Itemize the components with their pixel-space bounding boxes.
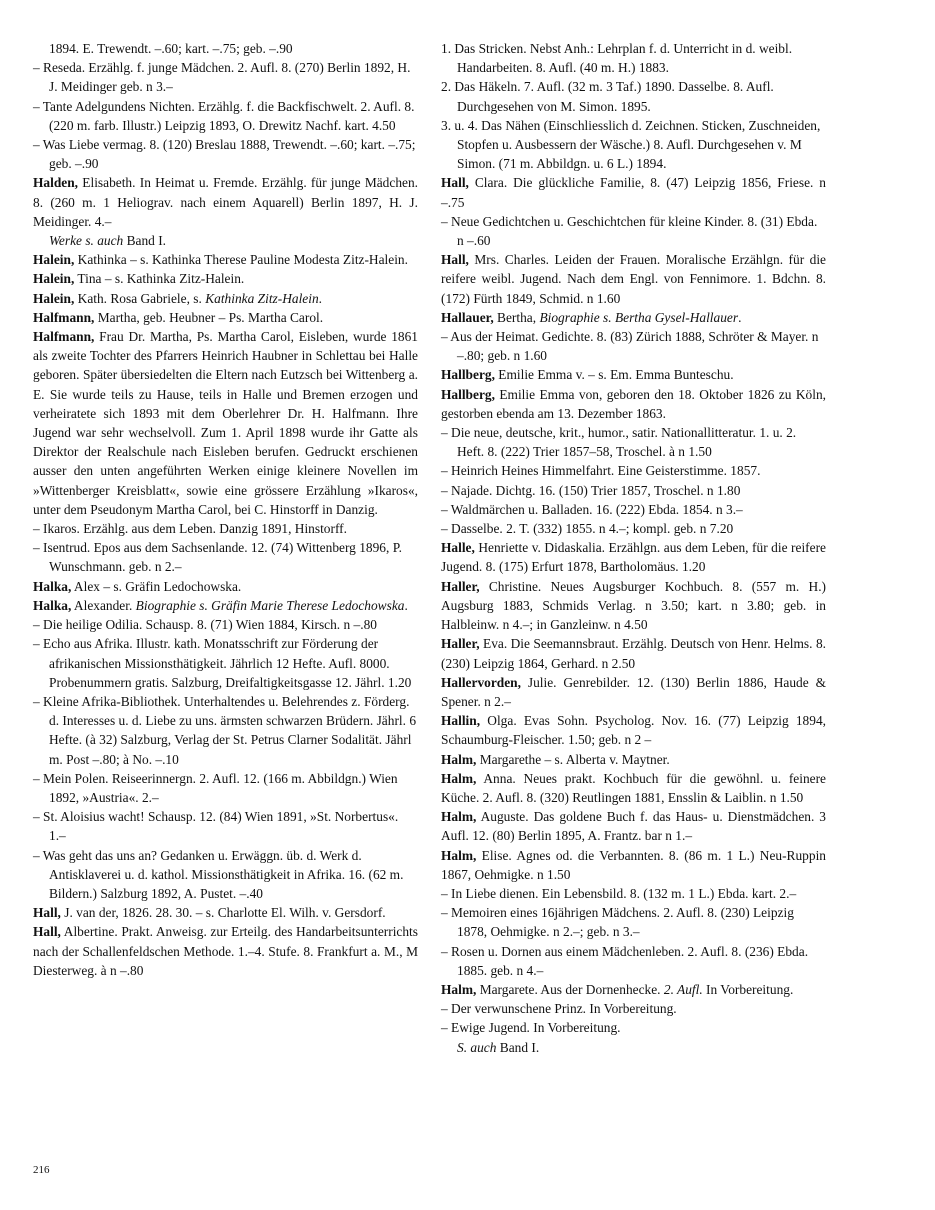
entry <box>33 289 418 308</box>
entry <box>33 97 418 135</box>
entry <box>33 269 418 288</box>
entry <box>441 461 826 480</box>
entry <box>441 212 826 250</box>
entry <box>33 58 418 96</box>
entry-text: – Kleine Afrika-Bibliothek. Unterhaltendes u. Belehrendes z. Förderg. d. Interesses u. d. Liebe zu uns. ärmsten schwarzen Brüdern. Jährl. 6 Hefte. (à 32) Salzburg, Verlag der St. Petrus Clarner Sodalität. Jährl m. Post –.80; à No. –.10 <box>33 693 417 767</box>
entry-text: 2. Das Häkeln. 7. Aufl. (32 m. 3 Taf.) 1890. Dasselbe. 8. Aufl. Durchgesehen von M. Simon. 1895. <box>441 79 774 114</box>
entry-text: J. van der, 1826. 28. 30. – s. Charlotte El. Wilh. v. Gersdorf. <box>60 905 386 921</box>
entry <box>441 365 826 384</box>
entry-text: Emilie Emma v. – s. Em. Emma Bunteschu. <box>494 367 734 383</box>
entry-tail: In Vorbereitung. <box>702 981 794 997</box>
entry <box>441 634 826 672</box>
entry <box>441 750 826 769</box>
left-column <box>33 39 418 980</box>
entry-text: Emilie Emma von, geboren den 18. Oktober 1826 zu Köln, gestorben ebenda am 13. Dezember 1863. <box>441 386 826 421</box>
entry-text: Bertha, <box>493 309 540 325</box>
entry <box>33 634 418 692</box>
entry <box>441 711 826 749</box>
entry-name: Halfmann, <box>33 309 95 325</box>
entry-name: Halfmann, <box>33 329 95 345</box>
entry <box>441 538 826 576</box>
entry-text: – Neue Gedichtchen u. Geschichtchen für kleine Kinder. 8. (31) Ebda. n –.60 <box>441 213 818 249</box>
entry-name: Hall, <box>33 924 61 940</box>
entry-text: Olga. Evas Sohn. Psycholog. Nov. 16. (77) Leipzig 1894, Schaumburg-Fleischer. 1.50; geb. n 2 – <box>441 713 826 748</box>
entry-text: Clara. Die glückliche Familie, 8. (47) Leipzig 1856, Friese. n –.75 <box>441 175 826 210</box>
entry <box>441 673 826 711</box>
entry <box>441 942 826 980</box>
entry <box>33 846 418 904</box>
entry-name: Halein, <box>33 252 75 268</box>
entry-name: Hallberg, <box>441 386 495 402</box>
entry-text: – Echo aus Afrika. Illustr. kath. Monatsschrift zur Förderung der afrikanischen Missionsthätigkeit. Jährlich 12 Hefte. Aufl. 8000. Probenummern gratis. Salzburg, Dreifaltigkeitsgasse 12. Jährl. 1.20 <box>33 636 412 690</box>
entry-text: – Die heilige Odilia. Schausp. 8. (71) Wien 1884, Kirsch. n –.80 <box>33 617 377 633</box>
entry <box>33 250 418 269</box>
entry-text: – Ikaros. Erzählg. aus dem Leben. Danzig 1891, Hinstorff. <box>33 521 347 537</box>
entry-name: Hallervorden, <box>441 674 521 690</box>
entry <box>441 884 826 903</box>
entry <box>441 77 826 115</box>
entry <box>33 577 418 596</box>
entry-text: – Memoiren eines 16jährigen Mädchens. 2. Aufl. 8. (230) Leipzig 1878, Oehmigke. n 2.–; geb. n 3.– <box>441 905 794 940</box>
entry <box>441 903 826 941</box>
entry-text: – In Liebe dienen. Ein Lebensbild. 8. (132 m. 1 L.) Ebda. kart. 2.– <box>441 885 797 901</box>
entry <box>441 173 826 211</box>
entry-italic: 2. Aufl. <box>663 981 703 997</box>
entry-text: – Rosen u. Dornen aus einem Mädchenleben. 2. Aufl. 8. (236) Ebda. 1885. geb. n 4.– <box>441 943 809 978</box>
entry-text: – Der verwunschene Prinz. In Vorbereitung. <box>441 1001 677 1017</box>
entry-text: Henriette v. Didaskalia. Erzählgn. aus dem Leben, für die reifere Jugend. 8. (175) Erfurt 1878, Bartholomäus. 1.20 <box>441 540 826 575</box>
entry <box>33 903 418 922</box>
entry-text: Julie. Genrebilder. 12. (130) Berlin 1886, Haude & Spener. n 2.– <box>441 674 826 709</box>
entry-tail: . <box>404 597 408 613</box>
entry-name: Halm, <box>441 981 477 997</box>
entry-text: Albertine. Prakt. Anweisg. zur Erteilg. des Handarbeitsunterrichts nach der Schallenfeldschen Methode. 1.–4. Stufe. 8. Frankfurt a. M., M Diesterweg. à n –.80 <box>33 924 418 978</box>
entry-name: Halle, <box>441 540 475 556</box>
entry-italic: S. auch <box>457 1039 497 1055</box>
entry-name: Halm, <box>441 770 477 786</box>
entry <box>33 327 418 519</box>
entry-text: – Ewige Jugend. In Vorbereitung. <box>441 1020 621 1036</box>
entry-text: Christine. Neues Augsburger Kochbuch. 8. (557 m. H.) Augsburg 1883, Schmids Verlag. n 3.50; kart. n 3.80; geb. in Halbleinw. n 4.–; in Ganzleinw. n 4.50 <box>441 578 826 633</box>
entry-name: Halm, <box>441 847 477 863</box>
entry <box>441 481 826 500</box>
entry-text: Auguste. Das goldene Buch f. das Haus- u. Dienstmädchen. 3 Aufl. 12. (80) Berlin 1895, A. Frantz. bar n 1.– <box>441 809 826 844</box>
entry <box>441 423 826 461</box>
entry-name: Hallin, <box>441 713 481 729</box>
entry-name: Hall, <box>33 905 61 921</box>
entry <box>33 308 418 327</box>
entry <box>441 1018 826 1037</box>
entry <box>441 1038 826 1057</box>
entry <box>33 922 418 980</box>
entry <box>441 500 826 519</box>
entry-italic: Biographie s. Bertha Gysel-Hallauer <box>539 309 739 325</box>
entry-text: – Heinrich Heines Himmelfahrt. Eine Geisterstimme. 1857. <box>441 463 761 479</box>
entry-name: Halm, <box>441 751 477 767</box>
entry <box>441 807 826 845</box>
entry <box>441 39 826 77</box>
entry-text: – Was Liebe vermag. 8. (120) Breslau 1888, Trewendt. –.60; kart. –.75; geb. –.90 <box>33 137 416 172</box>
entry-text: Margarethe – s. Alberta v. Maytner. <box>476 751 670 767</box>
entry-text: Kath. Rosa Gabriele, s. <box>74 290 206 306</box>
entry-text: – Isentrud. Epos aus dem Sachsenlande. 12. (74) Wittenberg 1896, P. Wunschmann. geb. n 2.– <box>33 540 403 575</box>
entry-text: – Was geht das uns an? Gedanken u. Erwäggn. üb. d. Werk d. Antisklaverei u. d. kathol. Missionsthätigkeit in Afrika. 16. (62 m. Bildern.) Salzburg 1892, A. Pustet. –.40 <box>33 847 404 901</box>
entry <box>33 807 418 845</box>
entry-italic: Werke s. auch <box>49 233 124 249</box>
entry-name: Hallauer, <box>441 309 494 325</box>
entry <box>441 846 826 884</box>
entry <box>33 692 418 769</box>
entry <box>33 39 418 58</box>
entry <box>33 615 418 634</box>
entry-text: – Dasselbe. 2. T. (332) 1855. n 4.–; kompl. geb. n 7.20 <box>441 521 734 537</box>
entry <box>441 999 826 1018</box>
entry-text: Band I. <box>496 1039 540 1055</box>
entry-text: – Najade. Dichtg. 16. (150) Trier 1857, Troschel. n 1.80 <box>441 482 741 498</box>
entry-name: Halka, <box>33 597 72 613</box>
entry <box>33 769 418 807</box>
right-column <box>441 39 826 1057</box>
entry <box>441 327 826 365</box>
entry-text: 3. u. 4. Das Nähen (Einschliesslich d. Zeichnen. Sticken, Zuschneiden, Stopfen u. Ausbessern der Wäsche.) 8. Aufl. Durchgesehen v. M Simon. (71 m. Abbildgn. u. 6 L.) 1894. <box>441 117 821 172</box>
entry <box>33 173 418 231</box>
entry <box>441 116 826 174</box>
page-number: 216 <box>33 1164 50 1176</box>
entry <box>33 231 418 250</box>
entry-text: Eva. Die Seemannsbraut. Erzählg. Deutsch von Henr. Helms. 8. (230) Leipzig 1864, Gerhard. n 2.50 <box>441 636 826 671</box>
entry-text: Frau Dr. Martha, Ps. Martha Carol, Eisleben, wurde 1861 als zweite Tochter des Pfarrers Heinrich Haubner in Schlettau bei Halle geboren. Später übersiedelten die Eltern nach Eutzsch bei Wittenberg a. E. Sie wurde teils zu Hause, teils in Halle und Bremen erzogen und verheiratete sich 1893 mit dem Oberlehrer Dr. H. Halfmann. Ihre Jugend war sehr wechselvoll. Zum 1. April 1898 wurde ihr Gatte als Direktor der Realschule nach Eisleben berufen. Gedruckt erschienen ausser den unten angeführten Werken einige kleinere Novellen im »Wittenberger Kreisblatt«, sowie eine grössere Erzählung »Ikaros«, unter dem Pseudonym Martha Carol, bei C. Hinstorff in Danzig. <box>33 329 418 517</box>
entry-text: Martha, geb. Heubner – Ps. Martha Carol. <box>94 309 324 325</box>
entry-text: 1894. E. Trewendt. –.60; kart. –.75; geb. –.90 <box>49 41 293 56</box>
entry-name: Haller, <box>441 636 480 652</box>
entry <box>441 980 826 999</box>
entry-name: Halein, <box>33 290 75 306</box>
entry-name: Halein, <box>33 271 75 287</box>
entry-text: – Tante Adelgundens Nichten. Erzählg. f. die Backfischwelt. 2. Aufl. 8. (220 m. farb. Illustr.) Leipzig 1893, O. Drewitz Nachf. kart. 4.50 <box>33 98 415 133</box>
entry-name: Halka, <box>33 578 72 594</box>
entry <box>441 385 826 423</box>
entry-name: Haller, <box>441 578 480 594</box>
entry <box>441 769 826 807</box>
entry-text: Margarete. Aus der Dornenhecke. <box>476 981 664 997</box>
entry <box>441 308 826 327</box>
entry-text: – St. Aloisius wacht! Schausp. 12. (84) Wien 1891, »St. Norbertus«. 1.– <box>33 809 399 844</box>
entry-text: Anna. Neues prakt. Kochbuch für die gewöhnl. u. feinere Küche. 2. Aufl. 8. (320) Reutlingen 1881, Ensslin & Laiblin. n 1.50 <box>441 770 826 805</box>
entry-italic: Kathinka Zitz-Halein <box>205 290 319 306</box>
entry-text: Band I. <box>123 233 167 249</box>
entry-name: Halden, <box>33 175 79 191</box>
entry <box>441 577 826 635</box>
entry <box>441 519 826 538</box>
entry <box>33 538 418 576</box>
entry <box>33 596 418 615</box>
entry-text: Kathinka – s. Kathinka Therese Pauline Modesta Zitz-Halein. <box>74 252 408 268</box>
entry-tail: . <box>318 290 323 306</box>
entry <box>33 519 418 538</box>
entry <box>33 135 418 173</box>
entry-name: Halm, <box>441 809 477 825</box>
entry-text: – Reseda. Erzählg. f. junge Mädchen. 2. Aufl. 8. (270) Berlin 1892, H. J. Meidinger geb. n 3.– <box>33 60 411 95</box>
entry-text: Mrs. Charles. Leiden der Frauen. Moralische Erzählgn. für die reifere weibl. Jugend. Nach dem Engl. von Fennimore. 1. Bdchn. 8. (172) Fürth 1849, Schmid. n 1.60 <box>441 252 826 306</box>
entry-name: Hall, <box>441 175 469 191</box>
entry-text: Alexander. <box>71 597 136 613</box>
entry-text: Alex – s. Gräfin Ledochowska. <box>71 578 242 594</box>
entry-tail: . <box>738 309 742 325</box>
entry-text: – Die neue, deutsche, krit., humor., satir. Nationallitteratur. 1. u. 2. Heft. 8. (222) Trier 1857–58, Troschel. à n 1.50 <box>441 425 797 460</box>
entry-text: – Mein Polen. Reiseerinnergn. 2. Aufl. 12. (166 m. Abbildgn.) Wien 1892, »Austria«. 2.– <box>33 770 398 805</box>
entry-text: Elisabeth. In Heimat u. Fremde. Erzählg. für junge Mädchen. 8. (260 m. 1 Heliograv. nach einem Aquarell) Berlin 1897, H. J. Meidinger. 4.– <box>33 175 418 229</box>
entry-name: Hallberg, <box>441 367 495 383</box>
entry-text: Tina – s. Kathinka Zitz-Halein. <box>74 271 245 287</box>
entry-italic: Biographie s. Gräfin Marie Therese Ledochowska <box>135 597 405 613</box>
entry-text: Elise. Agnes od. die Verbannten. 8. (86 m. 1 L.) Neu-Ruppin 1867, Oehmigke. n 1.50 <box>441 847 826 882</box>
entry <box>441 250 826 308</box>
entry-text: 1. Das Stricken. Nebst Anh.: Lehrplan f. d. Unterricht in d. weibl. Handarbeiten. 8. Aufl. (40 m. H.) 1883. <box>441 41 793 76</box>
entry-name: Hall, <box>441 252 469 268</box>
entry-text: – Waldmärchen u. Balladen. 16. (222) Ebda. 1854. n 3.– <box>441 501 743 517</box>
entry-text: – Aus der Heimat. Gedichte. 8. (83) Zürich 1888, Schröter & Mayer. n –.80; geb. n 1.60 <box>441 329 819 364</box>
